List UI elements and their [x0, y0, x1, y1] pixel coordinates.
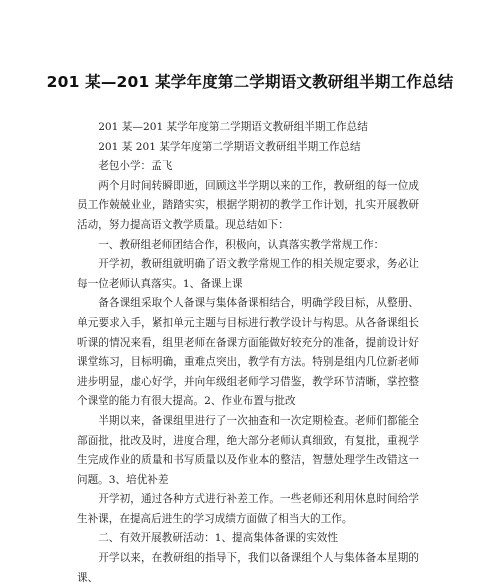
document-body	[77, 118, 419, 588]
paragraph: 两个月时间转瞬即逝，回顾这半学期以来的工作，教研组的每一位成员工作兢兢业业，踏踏实实，根据学期初的教学工作计划，扎实开展教研活动，努力提高语文教学质量。现总结如下：	[77, 179, 419, 231]
document-title: 201 某—201 某学年度第二学期语文教研组半期工作总结	[46, 73, 454, 91]
paragraph: 半期以来，备课组里进行了一次抽查和一次定期检查。老师们都能全部面批，批改及时，进度合理，绝大部分老师认真细致，有复批，重视学生完成作业的质量和书写质量以及作业本的整洁，智慧处理学生改错这一问题。3、培优补差	[77, 414, 419, 486]
paragraph: 开学初，教研组就明确了语文教学常规工作的相关规定要求，务必让每一位老师认真落实。1、备课上课	[77, 258, 419, 290]
section-heading: 一、教研组老师团结合作，积极向，认真落实教学常规工作：	[98, 238, 385, 251]
paragraph: 201 某 201 某学年度第二学期语文教研组半期工作总结	[98, 140, 361, 153]
paragraph: 开学以来，在教研组的指导下，我们以备课组个人与集体备本星期的课、	[77, 552, 419, 584]
paragraph: 备各课组采取个人备课与集体备课相结合，明确学段目标，从整册、单元要求入手，紧扣单元主题与目标进行教学设计与构思。从各备课组长听课的情况来看，组里老师在备课方面能做好较充分的准备，提前设计好课堂练习，目标明确，重难点突出，教学有方法。特别是组内几位新老师进步明显，虚心好学，并向年级组老师学习借鉴，教学环节清晰，掌控整个课堂的能力有很大提高。2、作业布置与批改	[77, 297, 419, 408]
paragraph: 201 某—201 某学年度第二学期语文教研组半期工作总结	[98, 121, 368, 133]
paragraph: 开学初，通过各种方式进行补差工作。一些老师还利用休息时间给学生补课，在提高后进生的学习成绩方面做了相当大的工作。	[77, 493, 419, 525]
section-heading: 二、有效开展教研活动：1、提高集体备课的实效性	[98, 532, 338, 545]
author-line: 老包小学：孟飞	[98, 160, 173, 173]
